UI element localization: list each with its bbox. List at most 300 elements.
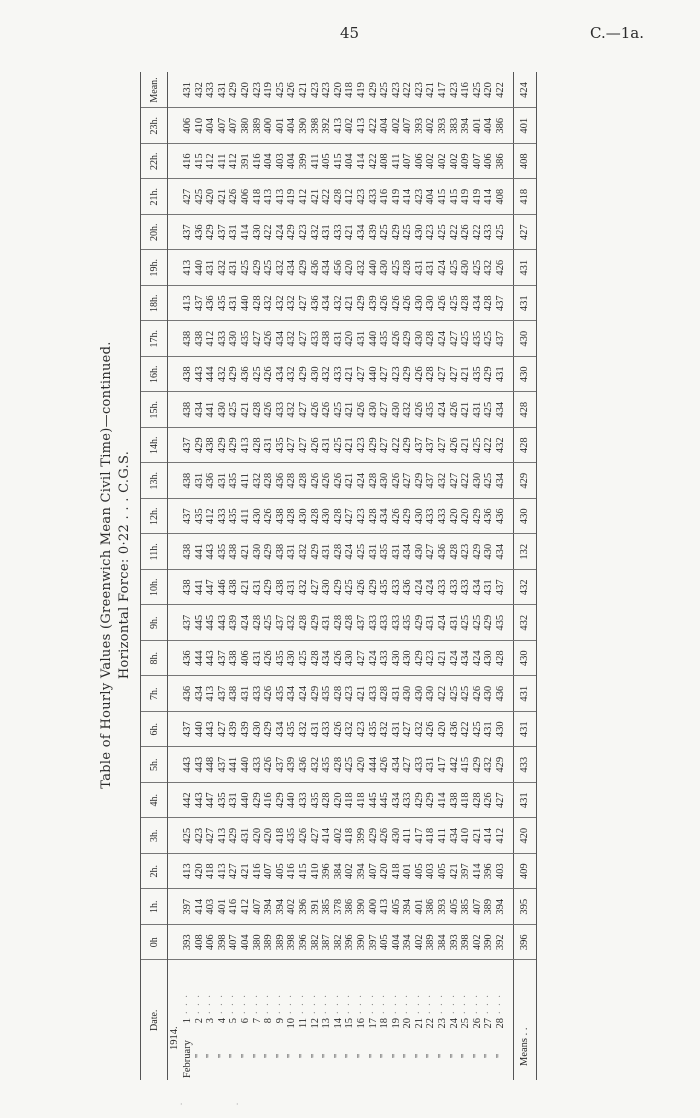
table-row [182,73,194,1081]
value-cell: 433 [437,499,449,535]
month-label: " [216,1053,228,1059]
value-cell: 425 [402,215,414,251]
value-cell: 396 [298,925,310,961]
table-row [368,73,380,1081]
value-cell: 432 [298,570,310,606]
table-row [379,73,391,1081]
value-cell: 390 [356,889,368,925]
value-cell: 426 [263,747,275,783]
value-cell: 406 [414,144,426,180]
value-cell: 427 [449,357,461,393]
value-cell: 438 [275,570,287,606]
value-cell: 394 [460,108,472,144]
value-cell: 426 [402,286,414,322]
value-cell: 404 [425,179,437,215]
month-label: " [460,1053,472,1059]
date-cell [217,960,229,1080]
value-cell: 425 [449,250,461,286]
value-cell: 414 [194,889,206,925]
value-cell: 435 [275,428,287,464]
value-cell: 428 [472,783,484,819]
value-cell: 421 [344,463,356,499]
date-cell [437,960,449,1080]
day-label: 14 [332,1018,344,1029]
value-cell: 430 [472,463,484,499]
mean-value-cell: 432 [513,570,536,606]
value-cell: 427 [437,428,449,464]
value-cell: 441 [205,392,217,428]
leader-dots: · · · [274,993,286,1018]
value-cell: 434 [449,818,461,854]
date-cell [472,960,484,1080]
date-cell [321,960,333,1080]
value-cell: 433 [391,570,403,606]
value-cell: 423 [425,215,437,251]
date-cell [275,960,287,1080]
value-cell: 421 [240,392,252,428]
value-cell: 428 [402,250,414,286]
value-cell: 433 [252,676,264,712]
mean-value-cell: 431 [513,676,536,712]
value-cell: 436 [495,499,507,535]
value-cell: 403 [275,144,287,180]
hour-column-header: 5h. [141,747,168,783]
value-cell: 440 [194,712,206,748]
value-cell: 394 [356,854,368,890]
value-cell: 390 [356,925,368,961]
value-cell: 433 [275,392,287,428]
value-cell: 425 [495,215,507,251]
value-cell: 428 [286,499,298,535]
value-cell: 437 [182,215,194,251]
value-cell: 421 [460,392,472,428]
value-cell: 406 [240,179,252,215]
value-cell: 402 [286,889,298,925]
day-label: 19 [390,1018,402,1029]
value-cell: 416 [379,179,391,215]
value-cell: 428 [252,428,264,464]
date-cell [368,960,380,1080]
value-cell: 418 [460,783,472,819]
value-cell: 391 [240,144,252,180]
value-cell: 417 [414,818,426,854]
value-cell: 421 [298,73,310,109]
value-cell: 426 [321,392,333,428]
value-cell: 429 [286,215,298,251]
value-cell: 435 [228,463,240,499]
value-cell: 430 [252,712,264,748]
value-cell: 418 [391,854,403,890]
value-cell: 425 [472,250,484,286]
value-cell: 437 [495,286,507,322]
value-cell: 411 [240,463,252,499]
leader-dots: · · · [332,993,344,1018]
value-cell: 404 [344,144,356,180]
value-cell: 431 [240,676,252,712]
value-cell: 420 [240,73,252,109]
value-cell: 436 [310,286,322,322]
table-row [483,73,495,1081]
value-cell: 434 [391,783,403,819]
value-cell: 438 [275,499,287,535]
value-cell: 427 [356,357,368,393]
leader-dots: · · · [367,993,379,1018]
leader-dots: · · · [205,993,217,1018]
value-cell: 429 [298,357,310,393]
scan-marks: · · [180,1100,239,1109]
hour-column-header: 0h [141,925,168,961]
value-cell: 429 [194,428,206,464]
value-cell: 436 [182,676,194,712]
value-cell: 390 [298,108,310,144]
value-cell: 445 [368,783,380,819]
value-cell: 412 [298,179,310,215]
value-cell: 431 [240,818,252,854]
value-cell: 422 [368,108,380,144]
value-cell: 431 [472,392,484,428]
value-cell: 431 [425,250,437,286]
value-cell: 435 [472,321,484,357]
value-cell: 436 [495,676,507,712]
value-cell: 456 [333,250,345,286]
day-label: 23 [437,1018,449,1029]
value-cell: 398 [310,108,322,144]
header-row [141,73,168,1081]
mean-value-cell: 132 [513,534,536,570]
value-cell: 433 [333,357,345,393]
value-cell: 408 [379,144,391,180]
month-label: " [332,1053,344,1059]
value-cell: 429 [368,73,380,109]
hour-column-header: 15h. [141,392,168,428]
value-cell: 413 [182,250,194,286]
value-cell: 424 [437,392,449,428]
value-cell: 433 [402,783,414,819]
day-label: 9 [274,1018,286,1024]
hour-column-header: 19h. [141,250,168,286]
value-cell: 437 [217,676,229,712]
value-cell: 429 [263,570,275,606]
leader-dots: · · · [263,993,275,1018]
value-cell: 414 [483,179,495,215]
value-cell: 437 [425,463,437,499]
value-cell: 418 [344,73,356,109]
value-cell: 438 [182,463,194,499]
value-cell: 430 [391,641,403,677]
value-cell: 423 [391,73,403,109]
leader-dots: · · · [425,993,437,1018]
value-cell: 429 [414,783,426,819]
value-cell: 426 [310,463,322,499]
value-cell: 422 [391,428,403,464]
value-cell: 431 [182,73,194,109]
value-cell: 425 [194,179,206,215]
value-cell: 431 [263,428,275,464]
value-cell: 438 [449,783,461,819]
value-cell: 427 [205,818,217,854]
day-label: 17 [367,1018,379,1029]
value-cell: 431 [368,534,380,570]
value-cell: 430 [252,534,264,570]
value-cell: 431 [495,357,507,393]
value-cell: 433 [391,605,403,641]
hour-column-header: 20h. [141,215,168,251]
value-cell: 431 [228,215,240,251]
value-cell: 431 [483,570,495,606]
value-cell: 429 [228,357,240,393]
value-cell: 421 [437,641,449,677]
value-cell: 394 [263,889,275,925]
value-cell: 428 [321,783,333,819]
value-cell: 428 [252,286,264,322]
leader-dots: · · · [309,993,321,1018]
value-cell: 407 [402,108,414,144]
value-cell: 429 [414,605,426,641]
value-cell: 394 [402,925,414,961]
value-cell: 420 [379,854,391,890]
mean-value-cell: 395 [513,889,536,925]
value-cell: 410 [194,108,206,144]
value-cell: 425 [228,392,240,428]
month-label: " [495,1053,507,1059]
value-cell: 425 [437,215,449,251]
value-cell: 413 [240,428,252,464]
value-cell: 403 [495,854,507,890]
rotated-table-block [98,50,618,1080]
value-cell: 426 [391,286,403,322]
day-label: 11 [297,1018,309,1029]
value-cell: 425 [275,73,287,109]
leader-dots: · · · [460,993,472,1018]
value-cell: 440 [286,783,298,819]
value-cell: 413 [217,818,229,854]
value-cell: 426 [391,321,403,357]
value-cell: 425 [391,250,403,286]
value-cell: 421 [240,854,252,890]
value-cell: 438 [228,570,240,606]
value-cell: 389 [483,889,495,925]
value-cell: 436 [310,250,322,286]
date-cell [379,960,391,1080]
value-cell: 423 [356,179,368,215]
value-cell: 426 [379,747,391,783]
value-cell: 427 [379,392,391,428]
value-cell: 410 [460,818,472,854]
value-cell: 413 [217,854,229,890]
value-cell: 426 [472,676,484,712]
value-cell: 433 [333,215,345,251]
value-cell: 434 [275,357,287,393]
value-cell: 386 [495,144,507,180]
value-cell: 426 [414,357,426,393]
value-cell: 397 [182,889,194,925]
value-cell: 428 [310,499,322,535]
value-cell: 421 [425,73,437,109]
value-cell: 436 [449,712,461,748]
value-cell: 404 [379,108,391,144]
value-cell: 431 [321,428,333,464]
day-label: 6 [239,1018,251,1024]
value-cell: 422 [321,179,333,215]
day-label: 18 [379,1018,391,1029]
value-cell: 412 [344,179,356,215]
value-cell: 435 [286,818,298,854]
month-label: " [309,1053,321,1059]
value-cell: 421 [356,676,368,712]
value-cell: 431 [356,321,368,357]
value-cell: 428 [368,499,380,535]
value-cell: 424 [414,570,426,606]
value-cell: 434 [194,392,206,428]
value-cell: 443 [205,641,217,677]
value-cell: 432 [286,357,298,393]
value-cell: 444 [205,357,217,393]
value-cell: 443 [194,747,206,783]
value-cell: 435 [310,783,322,819]
value-cell: 425 [356,534,368,570]
value-cell: 411 [391,144,403,180]
mean-value-cell: 396 [513,925,536,961]
value-cell: 425 [472,712,484,748]
day-label: 7 [251,1018,263,1024]
value-cell: 402 [437,144,449,180]
value-cell: 411 [310,144,322,180]
value-cell: 431 [321,605,333,641]
value-cell: 415 [449,179,461,215]
value-cell: 413 [333,108,345,144]
value-cell: 429 [252,250,264,286]
hour-column-header: 9h. [141,605,168,641]
mean-value-cell: 432 [513,605,536,641]
value-cell: 433 [379,641,391,677]
value-cell: 413 [275,179,287,215]
value-cell: 439 [228,712,240,748]
value-cell: 398 [460,925,472,961]
value-cell: 402 [333,818,345,854]
value-cell: 443 [217,605,229,641]
value-cell: 426 [495,250,507,286]
hour-column-header: 1h. [141,889,168,925]
value-cell: 428 [344,605,356,641]
value-cell: 440 [240,747,252,783]
value-cell: 433 [460,570,472,606]
value-cell: 438 [228,641,240,677]
value-cell: 414 [321,818,333,854]
hour-column-header: 22h. [141,144,168,180]
value-cell: 405 [379,925,391,961]
value-cell: 430 [483,676,495,712]
value-cell: 390 [483,925,495,961]
value-cell: 424 [240,605,252,641]
value-cell: 433 [425,499,437,535]
value-cell: 401 [402,854,414,890]
value-cell: 437 [414,428,426,464]
value-cell: 438 [182,321,194,357]
value-cell: 418 [205,854,217,890]
value-cell: 445 [194,605,206,641]
value-cell: 414 [402,179,414,215]
month-label: " [390,1053,402,1059]
value-cell: 431 [217,73,229,109]
value-cell: 429 [472,499,484,535]
value-cell: 415 [437,179,449,215]
value-cell: 402 [425,108,437,144]
value-cell: 422 [437,676,449,712]
date-cell [194,960,206,1080]
value-cell: 432 [414,712,426,748]
value-cell: 439 [368,286,380,322]
value-cell: 436 [194,215,206,251]
hour-column-header: 23h. [141,108,168,144]
value-cell: 432 [286,605,298,641]
hour-column-header: Mean. [141,73,168,109]
value-cell: 405 [275,854,287,890]
value-cell: 433 [217,499,229,535]
day-label: 1 [182,1018,193,1024]
value-cell: 432 [286,321,298,357]
value-cell: 439 [228,605,240,641]
value-cell: 435 [275,641,287,677]
value-cell: 423 [344,676,356,712]
value-cell: 411 [217,144,229,180]
value-cell: 420 [344,250,356,286]
value-cell: 436 [275,463,287,499]
value-cell: 436 [240,357,252,393]
year-row [168,73,183,1081]
table-row [391,73,403,1081]
value-cell: 426 [356,392,368,428]
value-cell: 439 [368,215,380,251]
day-label: 21 [413,1018,425,1029]
value-cell: 432 [495,428,507,464]
value-cell: 432 [286,286,298,322]
value-cell: 427 [449,321,461,357]
value-cell: 432 [252,463,264,499]
value-cell: 434 [495,463,507,499]
value-cell: 404 [391,925,403,961]
value-cell: 426 [310,392,322,428]
value-cell: 429 [402,321,414,357]
value-cell: 411 [240,499,252,535]
value-cell: 429 [217,428,229,464]
value-cell: 429 [228,818,240,854]
value-cell: 431 [228,250,240,286]
value-cell: 426 [333,463,345,499]
month-label: " [251,1053,263,1059]
value-cell: 413 [182,854,194,890]
value-cell: 431 [252,641,264,677]
value-cell: 434 [356,215,368,251]
value-cell: 437 [495,570,507,606]
date-cell [240,960,252,1080]
value-cell: 430 [414,215,426,251]
value-cell: 406 [182,108,194,144]
day-label: 20 [402,1018,414,1029]
value-cell: 430 [228,321,240,357]
value-cell: 427 [228,854,240,890]
value-cell: 418 [275,818,287,854]
value-cell: 393 [449,925,461,961]
mean-value-cell: 409 [513,854,536,890]
value-cell: 426 [437,286,449,322]
value-cell: 424 [425,570,437,606]
value-cell: 401 [414,889,426,925]
value-cell: 426 [263,392,275,428]
mean-value-cell: 420 [513,818,536,854]
value-cell: 414 [240,215,252,251]
value-cell: 444 [368,747,380,783]
value-cell: 420 [333,73,345,109]
